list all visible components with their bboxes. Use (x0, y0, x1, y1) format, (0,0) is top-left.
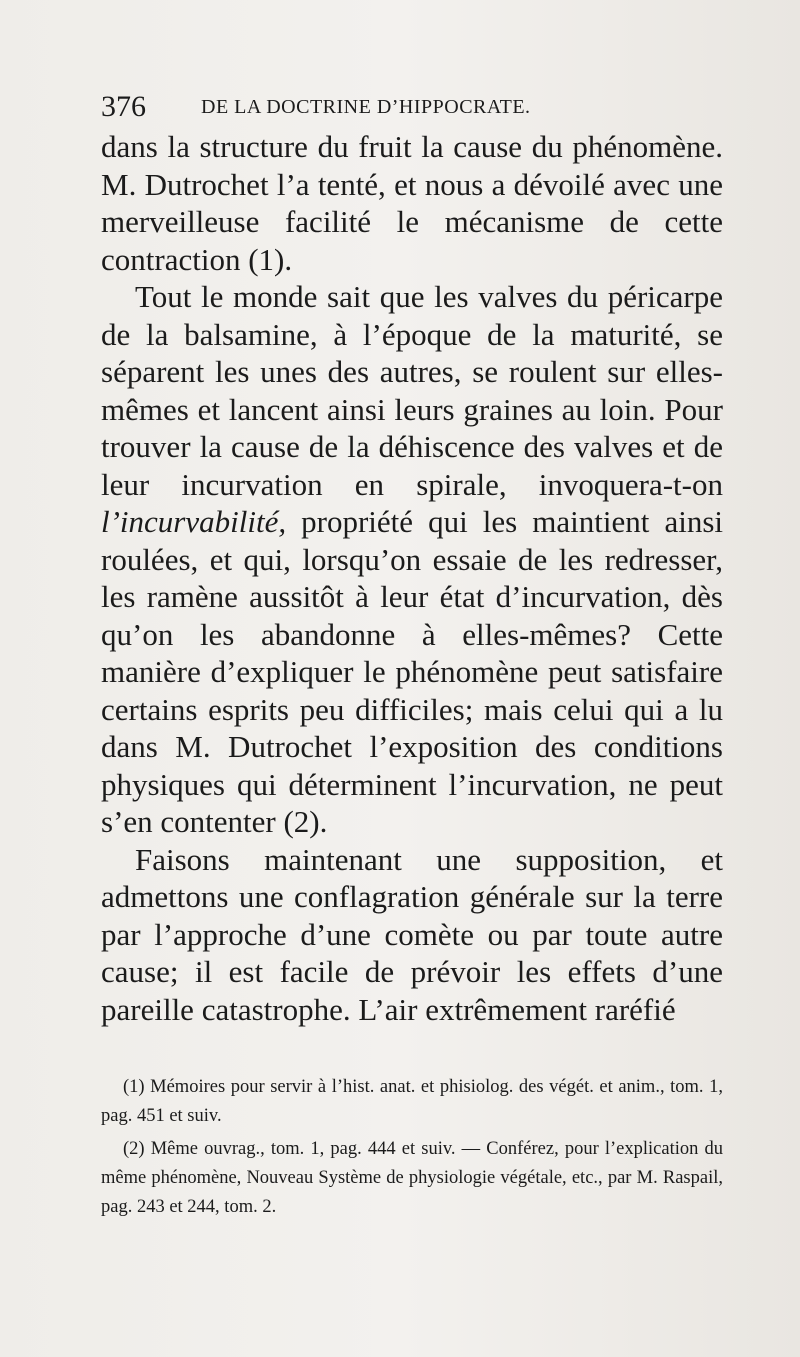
page-number: 376 (101, 90, 146, 123)
paragraph-text: Faisons maintenant une supposition, et admettons une conflagration générale sur la terre par l’approche d’une comète ou par toute autre cause; il est facile de prévoir les effets d’une pareille catastrophe. L’air extrêmement raréfié (101, 841, 723, 1027)
footnote: (2) Même ouvrag., tom. 1, pag. 444 et suiv. — Conférez, pour l’explication du même phénomène, Nouveau Système de physiologie végétale, etc., par M. Raspail, pag. 243 et 244, tom. 2. (101, 1139, 723, 1217)
paragraph-text: propriété qui les maintient ainsi roulées, et qui, lorsqu’on essaie de les redresser, les ramène aussitôt à leur état d’incurvation, dès qu’on les abandonne à elles-mêmes? Cette manière d’expliquer le phénomène peut satisfaire certains esprits peu difficiles; mais celui qui a lu dans M. Dutrochet l’exposition des conditions physiques qui déterminent l’incurvation, ne peut s’en contenter (2). (101, 504, 723, 839)
footnote: (1) Mémoires pour servir à l’hist. anat. et phisiolog. des végét. et anim., tom. 1, pag. 451 et suiv. (101, 1077, 723, 1126)
paragraph (101, 128, 723, 278)
paragraph (101, 841, 723, 1029)
running-head: DE LA DOCTRINE D’HIPPOCRATE. (201, 96, 531, 118)
paragraph-text: Tout le monde sait que les valves du péricarpe de la balsamine, à l’époque de la maturité, se séparent les unes des autres, se roulent sur elles-mêmes et lancent ainsi leurs graines au loin. Pour trouver la cause de la déhiscence des valves et de leur incurvation en spirale, invoquera-t-on (101, 279, 723, 502)
paragraph-text: dans la structure du fruit la cause du phénomène. M. Dutrochet l’a tenté, et nous a dévoilé avec une merveilleuse facilité le mécanisme de cette contraction (1). (101, 129, 723, 277)
italic-term: l’incurvabilité, (101, 504, 287, 539)
page-header (101, 90, 721, 126)
body-text (101, 128, 723, 1028)
footnotes (101, 1073, 723, 1226)
paragraph (101, 278, 723, 841)
